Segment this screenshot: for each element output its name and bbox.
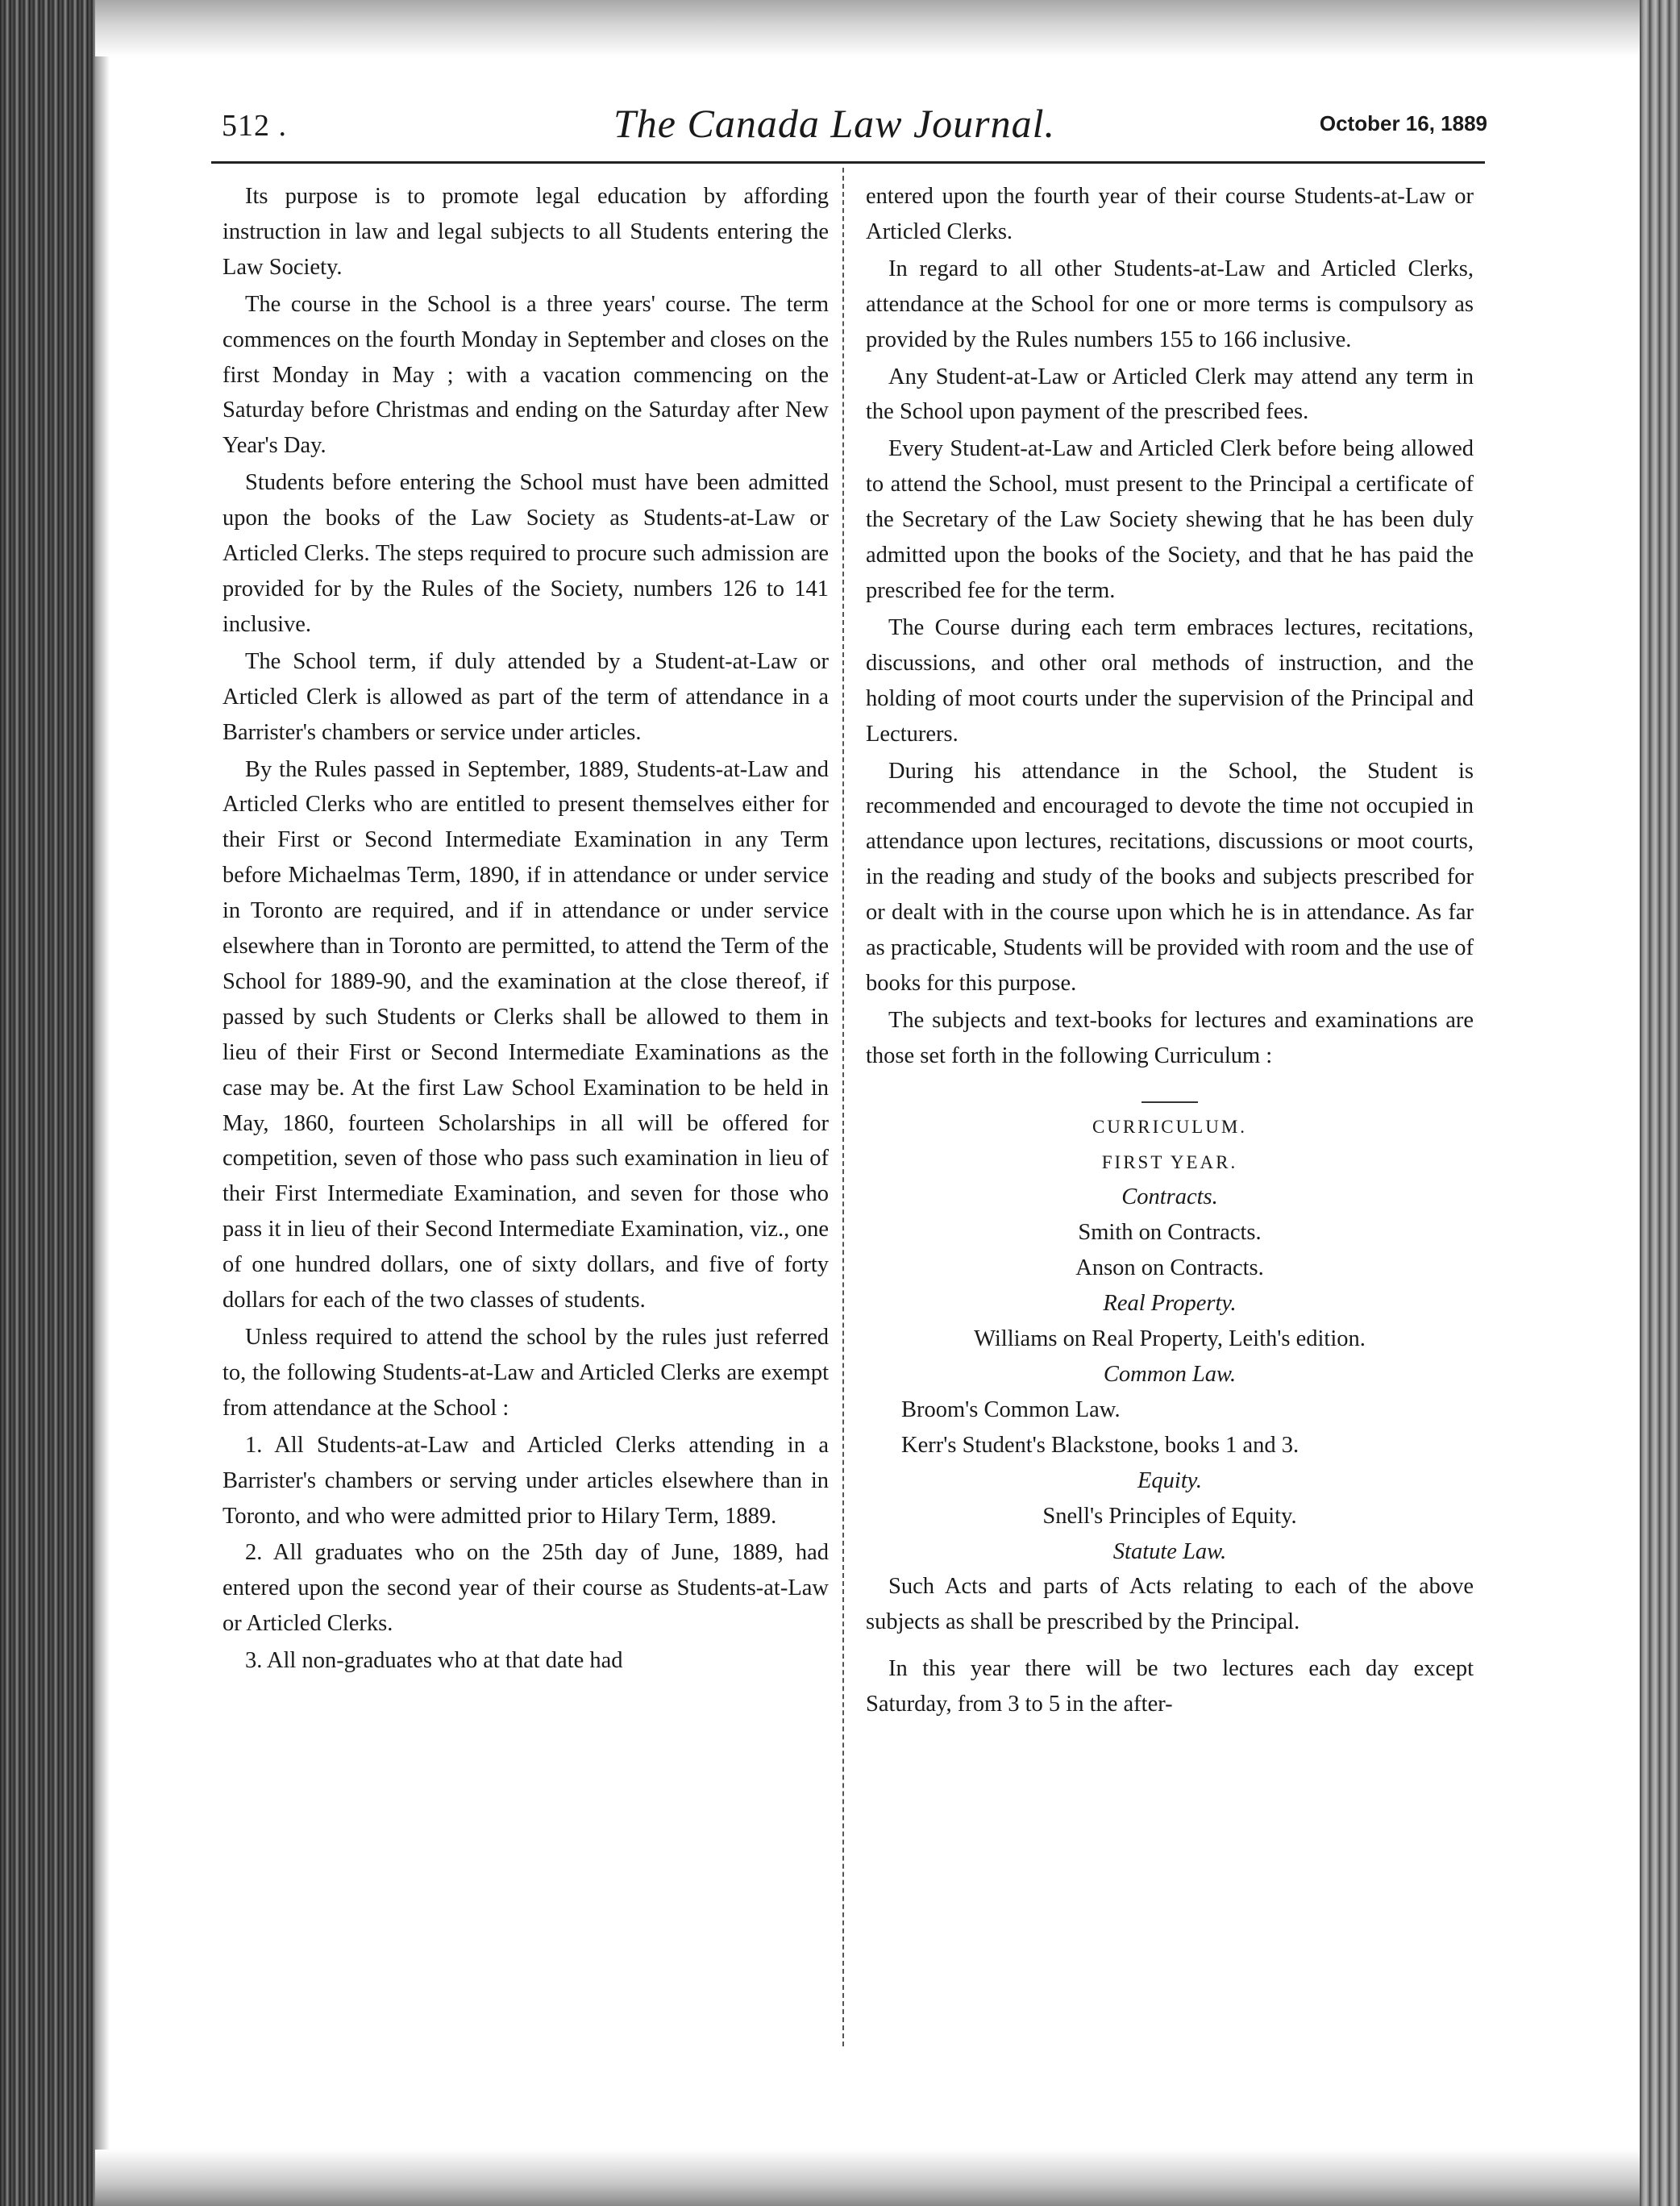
- paragraph: The Course during each term embraces lectures, recitations, discussions, and other oral methods of instruction, and the holding of moot courts under the supervision of the Principal and Lecturers.: [866, 614, 1474, 747]
- header-rule: [211, 161, 1485, 164]
- subject-heading: Contracts.: [1121, 1184, 1218, 1210]
- curriculum-heading: CURRICULUM.: [1092, 1116, 1248, 1137]
- page-number: 512 .: [222, 109, 287, 143]
- subject-heading: Real Property.: [1103, 1291, 1237, 1317]
- list-item: 3. All non-graduates who at that date had: [245, 1648, 623, 1674]
- paragraph: The course in the School is a three years' course. The term commences on the fourth Monday in September and closes on the first Monday in May ; with a vacation commencing on the Saturday before Christmas and ending on the Saturday after New Year's Day.: [222, 291, 829, 459]
- paragraph: Unless required to attend the school by the rules just referred to, the following Students-at-Law and Articled Clerks are exempt from attendance at the School :: [222, 1325, 829, 1421]
- page-header: [206, 97, 1487, 161]
- right-column: [866, 179, 1474, 1722]
- paragraph: Every Student-at-Law and Articled Clerk before being allowed to attend the School, must present to the Principal a certificate of the Secretary of the Law Society shewing that he has been duly admitted upon the books of the Society, and that he has paid the prescribed fee for the term.: [866, 436, 1474, 603]
- scan-top-edge: [95, 0, 1640, 56]
- list-item: 1. All Students-at-Law and Articled Clerks attending in a Barrister's chambers or serving under articles elsewhere than in Toronto, and who were admitted prior to Hilary Term, 1889.: [222, 1432, 829, 1529]
- list-item: 2. All graduates who on the 25th day of June, 1889, had entered upon the second year of their course as Students-at-Law or Articled Clerks.: [222, 1540, 829, 1637]
- scan-left-edge: [0, 0, 95, 2206]
- textbook: Snell's Principles of Equity.: [1042, 1503, 1297, 1529]
- paragraph: During his attendance in the School, the Student is recommended and encouraged to devote the time not occupied in attendance upon lectures, recitations, discussions or moot courts, in the reading and study of the books and subjects prescribed for or dealt with in the course upon which he is in attendance. As far as practicable, Students will be provided with room and the use of books for this purpose.: [866, 758, 1474, 996]
- paragraph: entered upon the fourth year of their course Students-at-Law or Articled Clerks.: [866, 184, 1474, 244]
- paragraph: In this year there will be two lectures each day except Saturday, from 3 to 5 in the after-: [866, 1656, 1474, 1717]
- scan-right-edge: [1640, 0, 1680, 2206]
- section-rule: [1141, 1101, 1198, 1103]
- textbook: Anson on Contracts.: [1075, 1255, 1264, 1281]
- subject-heading: Equity.: [1137, 1467, 1202, 1493]
- issue-date: October 16, 1889: [1319, 111, 1487, 135]
- textbook: Kerr's Student's Blackstone, books 1 and 3.: [901, 1432, 1300, 1458]
- paragraph: The School term, if duly attended by a Student-at-Law or Articled Clerk is allowed as part of the term of attendance in a Barrister's chambers or service under articles.: [222, 648, 829, 745]
- paragraph: The subjects and text-books for lectures and examinations are those set forth in the following Curriculum :: [866, 1007, 1474, 1068]
- year-heading: FIRST YEAR.: [1101, 1151, 1238, 1172]
- paragraph: Any Student-at-Law or Articled Clerk may attend any term in the School upon payment of the prescribed fees.: [866, 364, 1474, 425]
- left-column: [222, 179, 829, 1679]
- subject-heading: Common Law.: [1103, 1362, 1237, 1387]
- paragraph: Students before entering the School must have been admitted upon the books of the Law Society as Students-at-Law or Articled Clerks. The steps required to procure such admission are provided for by the Rules of the Society, numbers 126 to 141 inclusive.: [222, 470, 829, 637]
- paragraph: Such Acts and parts of Acts relating to each of the above subjects as shall be prescribed by the Principal.: [866, 1574, 1474, 1635]
- subject-heading: Statute Law.: [1112, 1538, 1227, 1564]
- textbook: Broom's Common Law.: [901, 1396, 1121, 1422]
- paragraph: In regard to all other Students-at-Law and Articled Clerks, attendance at the School for one or more terms is compulsory as provided by the Rules numbers 155 to 166 inclusive.: [866, 256, 1474, 352]
- curriculum-section: [866, 1101, 1474, 1722]
- scan-bottom-edge: [95, 2150, 1640, 2206]
- paragraph: By the Rules passed in September, 1889, Students-at-Law and Articled Clerks who are entitled to present themselves either for their First or Second Intermediate Examination in any Term before Michaelmas Term, 1890, if in attendance or under service in Toronto are required, and if in attendance or under service elsewhere than in Toronto are permitted, to attend the Term of the School for 1889-90, and the examination at the close thereof, if passed by such Students or Clerks shall be allowed to them in lieu of their First or Second Intermediate Examinations as the case may be. At the first Law School Examination to be held in May, 1860, fourteen Scholarships in all will be offered for competition, seven of those who pass such examination in lieu of their First Intermediate Examination, and seven for those who pass it in lieu of their Second Intermediate Examination, viz., one of one hundred dollars, one of sixty dollars, and five of forty dollars for each of the two classes of students.: [222, 756, 829, 1313]
- textbook: Smith on Contracts.: [1078, 1220, 1262, 1246]
- textbook: Williams on Real Property, Leith's edition.: [974, 1326, 1366, 1352]
- column-divider: [842, 168, 844, 2046]
- journal-title: The Canada Law Journal.: [613, 101, 1056, 146]
- paragraph: Its purpose is to promote legal education by affording instruction in law and legal subjects to all Students entering the Law Society.: [222, 184, 829, 280]
